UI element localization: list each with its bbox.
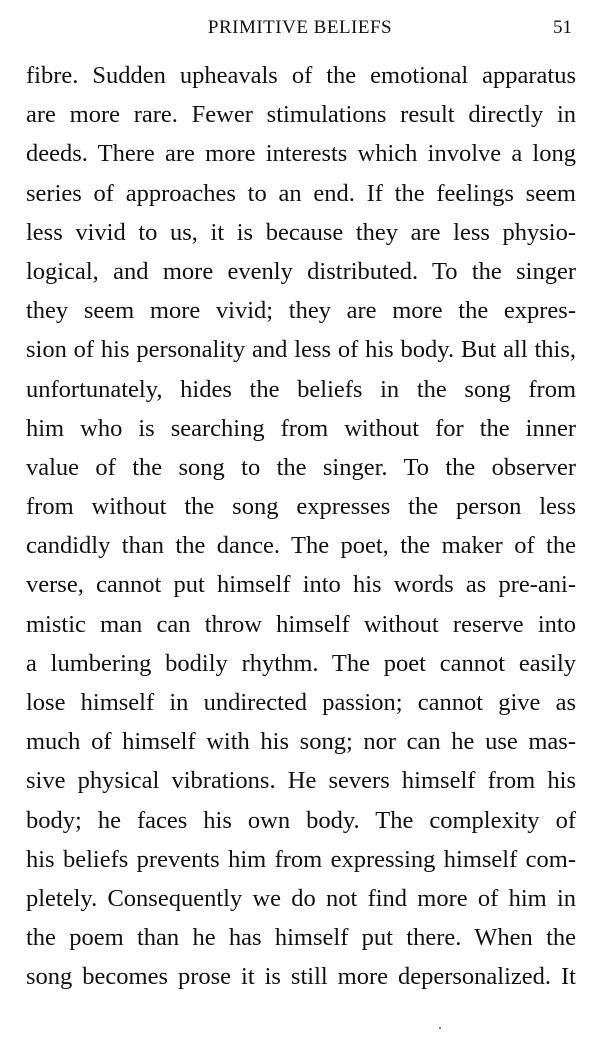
text-line: sion of his personality and less of his body. But all this, bbox=[26, 336, 576, 364]
text-line: are more rare. Fewer stimulations result directly in bbox=[26, 101, 576, 129]
text-line: series of approaches to an end. If the feelings seem bbox=[26, 179, 576, 207]
text-line: him who is searching from without for the inner bbox=[26, 414, 576, 442]
body-text bbox=[26, 56, 576, 997]
text-line: deeds. There are more interests which involve a long bbox=[26, 140, 576, 168]
text-line: candidly than the dance. The poet, the maker of the bbox=[26, 532, 576, 560]
running-head bbox=[0, 14, 600, 44]
text-line: the poem than he has himself put there. When the bbox=[26, 924, 576, 952]
text-line: his beliefs prevents him from expressing himself com- bbox=[26, 845, 576, 873]
text-line: body; he faces his own body. The complexity of bbox=[26, 806, 576, 834]
text-line: from without the song expresses the person less bbox=[26, 493, 576, 521]
text-line: value of the song to the singer. To the observer bbox=[26, 453, 576, 481]
text-line: lose himself in undirected passion; cannot give as bbox=[26, 689, 576, 716]
text-line: less vivid to us, it is because they are less physio- bbox=[26, 218, 576, 246]
text-line: sive physical vibrations. He severs himself from his bbox=[26, 767, 576, 795]
page-number: 51 bbox=[553, 17, 572, 38]
text-line: a lumbering bodily rhythm. The poet cannot easily bbox=[26, 649, 576, 677]
text-line: mistic man can throw himself without reserve into bbox=[26, 610, 576, 638]
ink-speck bbox=[439, 1027, 441, 1029]
text-line: they seem more vivid; they are more the expres- bbox=[26, 297, 576, 325]
text-line: pletely. Consequently we do not find more of him in bbox=[26, 884, 576, 912]
text-line: logical, and more evenly distributed. To the singer bbox=[26, 257, 576, 285]
text-line: much of himself with his song; nor can he use mas- bbox=[26, 728, 576, 756]
text-line: verse, cannot put himself into his words as pre-ani- bbox=[26, 571, 576, 599]
running-title: PRIMITIVE BELIEFS bbox=[207, 17, 393, 38]
text-line: fibre. Sudden upheavals of the emotional apparatus bbox=[26, 62, 576, 89]
text-line: song becomes prose it is still more depersonalized. It bbox=[26, 963, 576, 991]
text-line: unfortunately, hides the beliefs in the song from bbox=[26, 375, 576, 403]
